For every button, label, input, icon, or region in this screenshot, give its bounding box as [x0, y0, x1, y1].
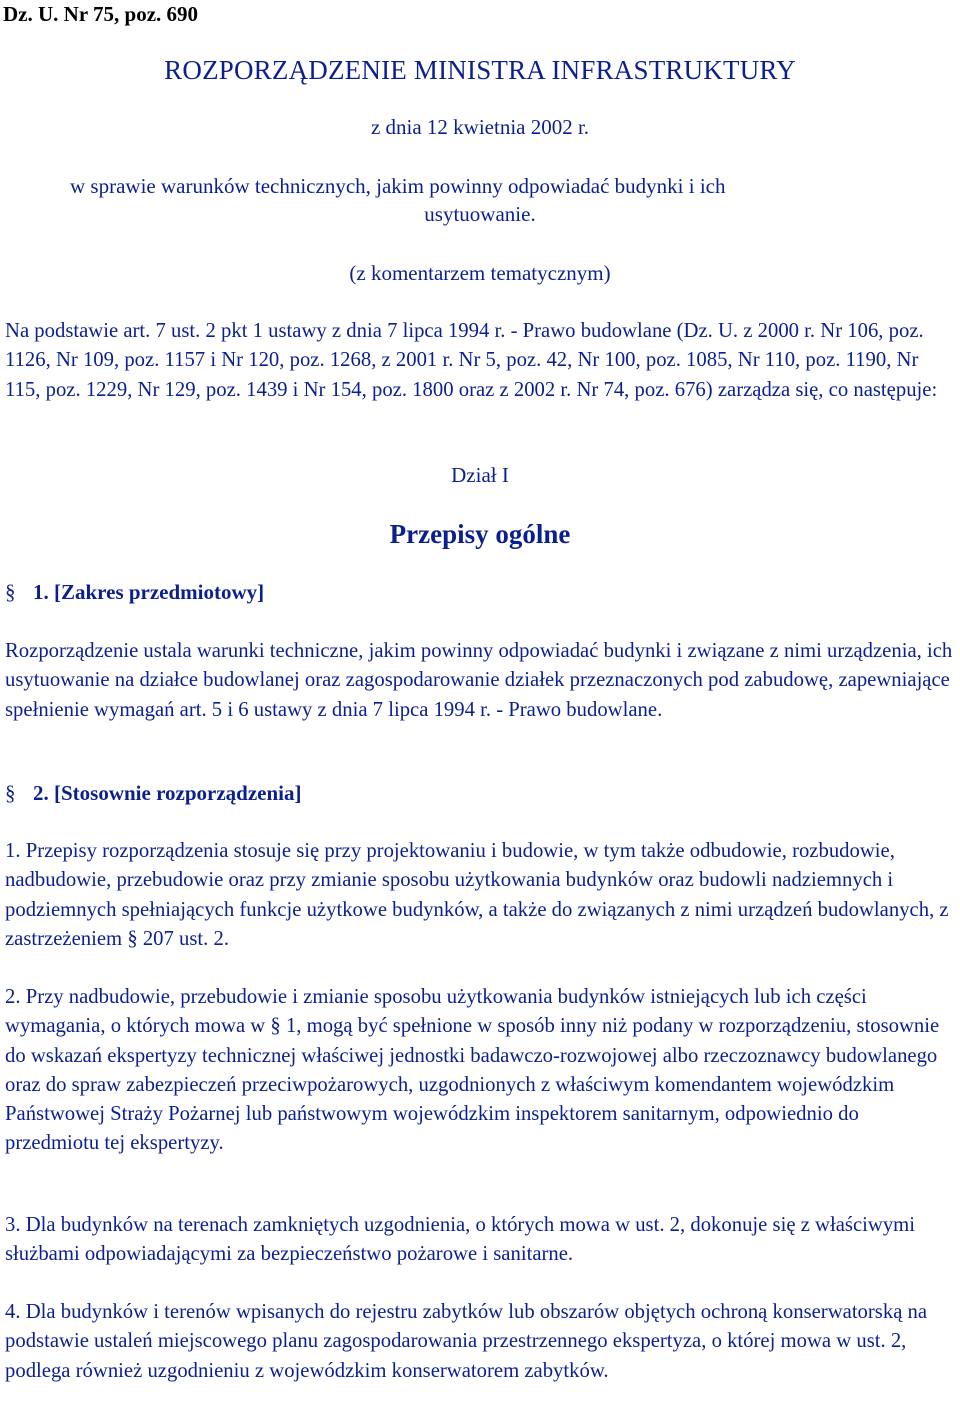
- section-2-paragraph-4: 4. Dla budynków i terenów wpisanych do rejestru zabytków lub obszarów objętych ochroną konserwatorską na podstawie ustaleń miejscowego planu zagospodarowania przestrzennego ekspertyza, o której mowa w ust. 2, podlega również uzgodnieniu z wojewódzkim konserwatorem zabytków.: [5, 1301, 928, 1382]
- section-sign-icon: §: [5, 781, 16, 805]
- regulation-subject-line-1: w sprawie warunków technicznych, jakim powinny odpowiadać budynki i ich: [70, 174, 726, 198]
- section-2-heading[interactable]: [5, 781, 302, 806]
- regulation-subject-line-2: usytuowanie.: [424, 202, 536, 226]
- section-1-paragraph: Rozporządzenie ustala warunki techniczne, jakim powinny odpowiadać budynki i związane z nimi urządzenia, ich usytuowanie na działce budowlanej oraz zagospodarowanie działek przeznaczonych pod zabudowę, zapewniające spełnienie wymagań art. 5 i 6 ustawy z dnia 7 lipca 1994 r. - Prawo budowlane.: [5, 640, 953, 721]
- section-2-paragraph-1: 1. Przepisy rozporządzenia stosuje się przy projektowaniu i budowie, w tym także odbudowie, rozbudowie, nadbudowie, przebudowie oraz przy zmianie sposobu użytkowania budynków oraz budowli nadziemnych i podziemnych spełniających funkcje użytkowe budynków, a także do związanych z nimi urządzeń budowlanych, z zastrzeżeniem § 207 ust. 2.: [5, 840, 949, 950]
- commentary-note: (z komentarzem tematycznym): [349, 261, 611, 285]
- section-1-heading[interactable]: [5, 580, 264, 605]
- regulation-title: ROZPORZĄDZENIE MINISTRA INFRASTRUKTURY: [164, 55, 796, 85]
- section-2-paragraph-3: 3. Dla budynków na terenach zamkniętych uzgodnienia, o których mowa w ust. 2, dokonuje się z właściwymi służbami odpowiadającymi za bezpieczeństwo pożarowe i sanitarne.: [5, 1214, 916, 1266]
- section-2-paragraph-2: 2. Przy nadbudowie, przebudowie i zmianie sposobu użytkowania budynków istniejących lub ich części wymagania, o których mowa w § 1, mogą być spełnione w sposób inny niż podany w rozporządzeniu, stosownie do wskazań ekspertyzy technicznej właściwej jednostki badawczo-rozwojowej albo rzeczoznawcy budowlanego oraz do spraw zabezpieczeń przeciwpożarowych, uzgodnionych z właściwym komendantem wojewódzkim Państwowej Straży Pożarnej lub państwowym wojewódzkim inspektorem sanitarnym, odpowiednio do przedmiotu tej ekspertyzy.: [5, 986, 940, 1155]
- section-1-heading-text: 1. [Zakres przedmiotowy]: [33, 580, 265, 604]
- gazette-reference: Dz. U. Nr 75, poz. 690: [3, 2, 199, 26]
- regulation-date: z dnia 12 kwietnia 2002 r.: [370, 115, 590, 139]
- division-title: Przepisy ogólne: [389, 519, 571, 549]
- section-sign-icon: §: [5, 580, 16, 604]
- preamble-paragraph: Na podstawie art. 7 ust. 2 pkt 1 ustawy z dnia 7 lipca 1994 r. - Prawo budowlane (Dz. U. z 2000 r. Nr 106, poz. 1126, Nr 109, poz. 1157 i Nr 120, poz. 1268, z 2001 r. Nr 5, poz. 42, Nr 100, poz. 1085, Nr 110, poz. 1190, Nr 115, poz. 1229, Nr 129, poz. 1439 i Nr 154, poz. 1800 oraz z 2002 r. Nr 74, poz. 676) zarządza się, co następuje:: [5, 320, 938, 401]
- division-label: Dział I: [451, 463, 509, 487]
- section-2-heading-text: 2. [Stosownie rozporządzenia]: [33, 781, 302, 805]
